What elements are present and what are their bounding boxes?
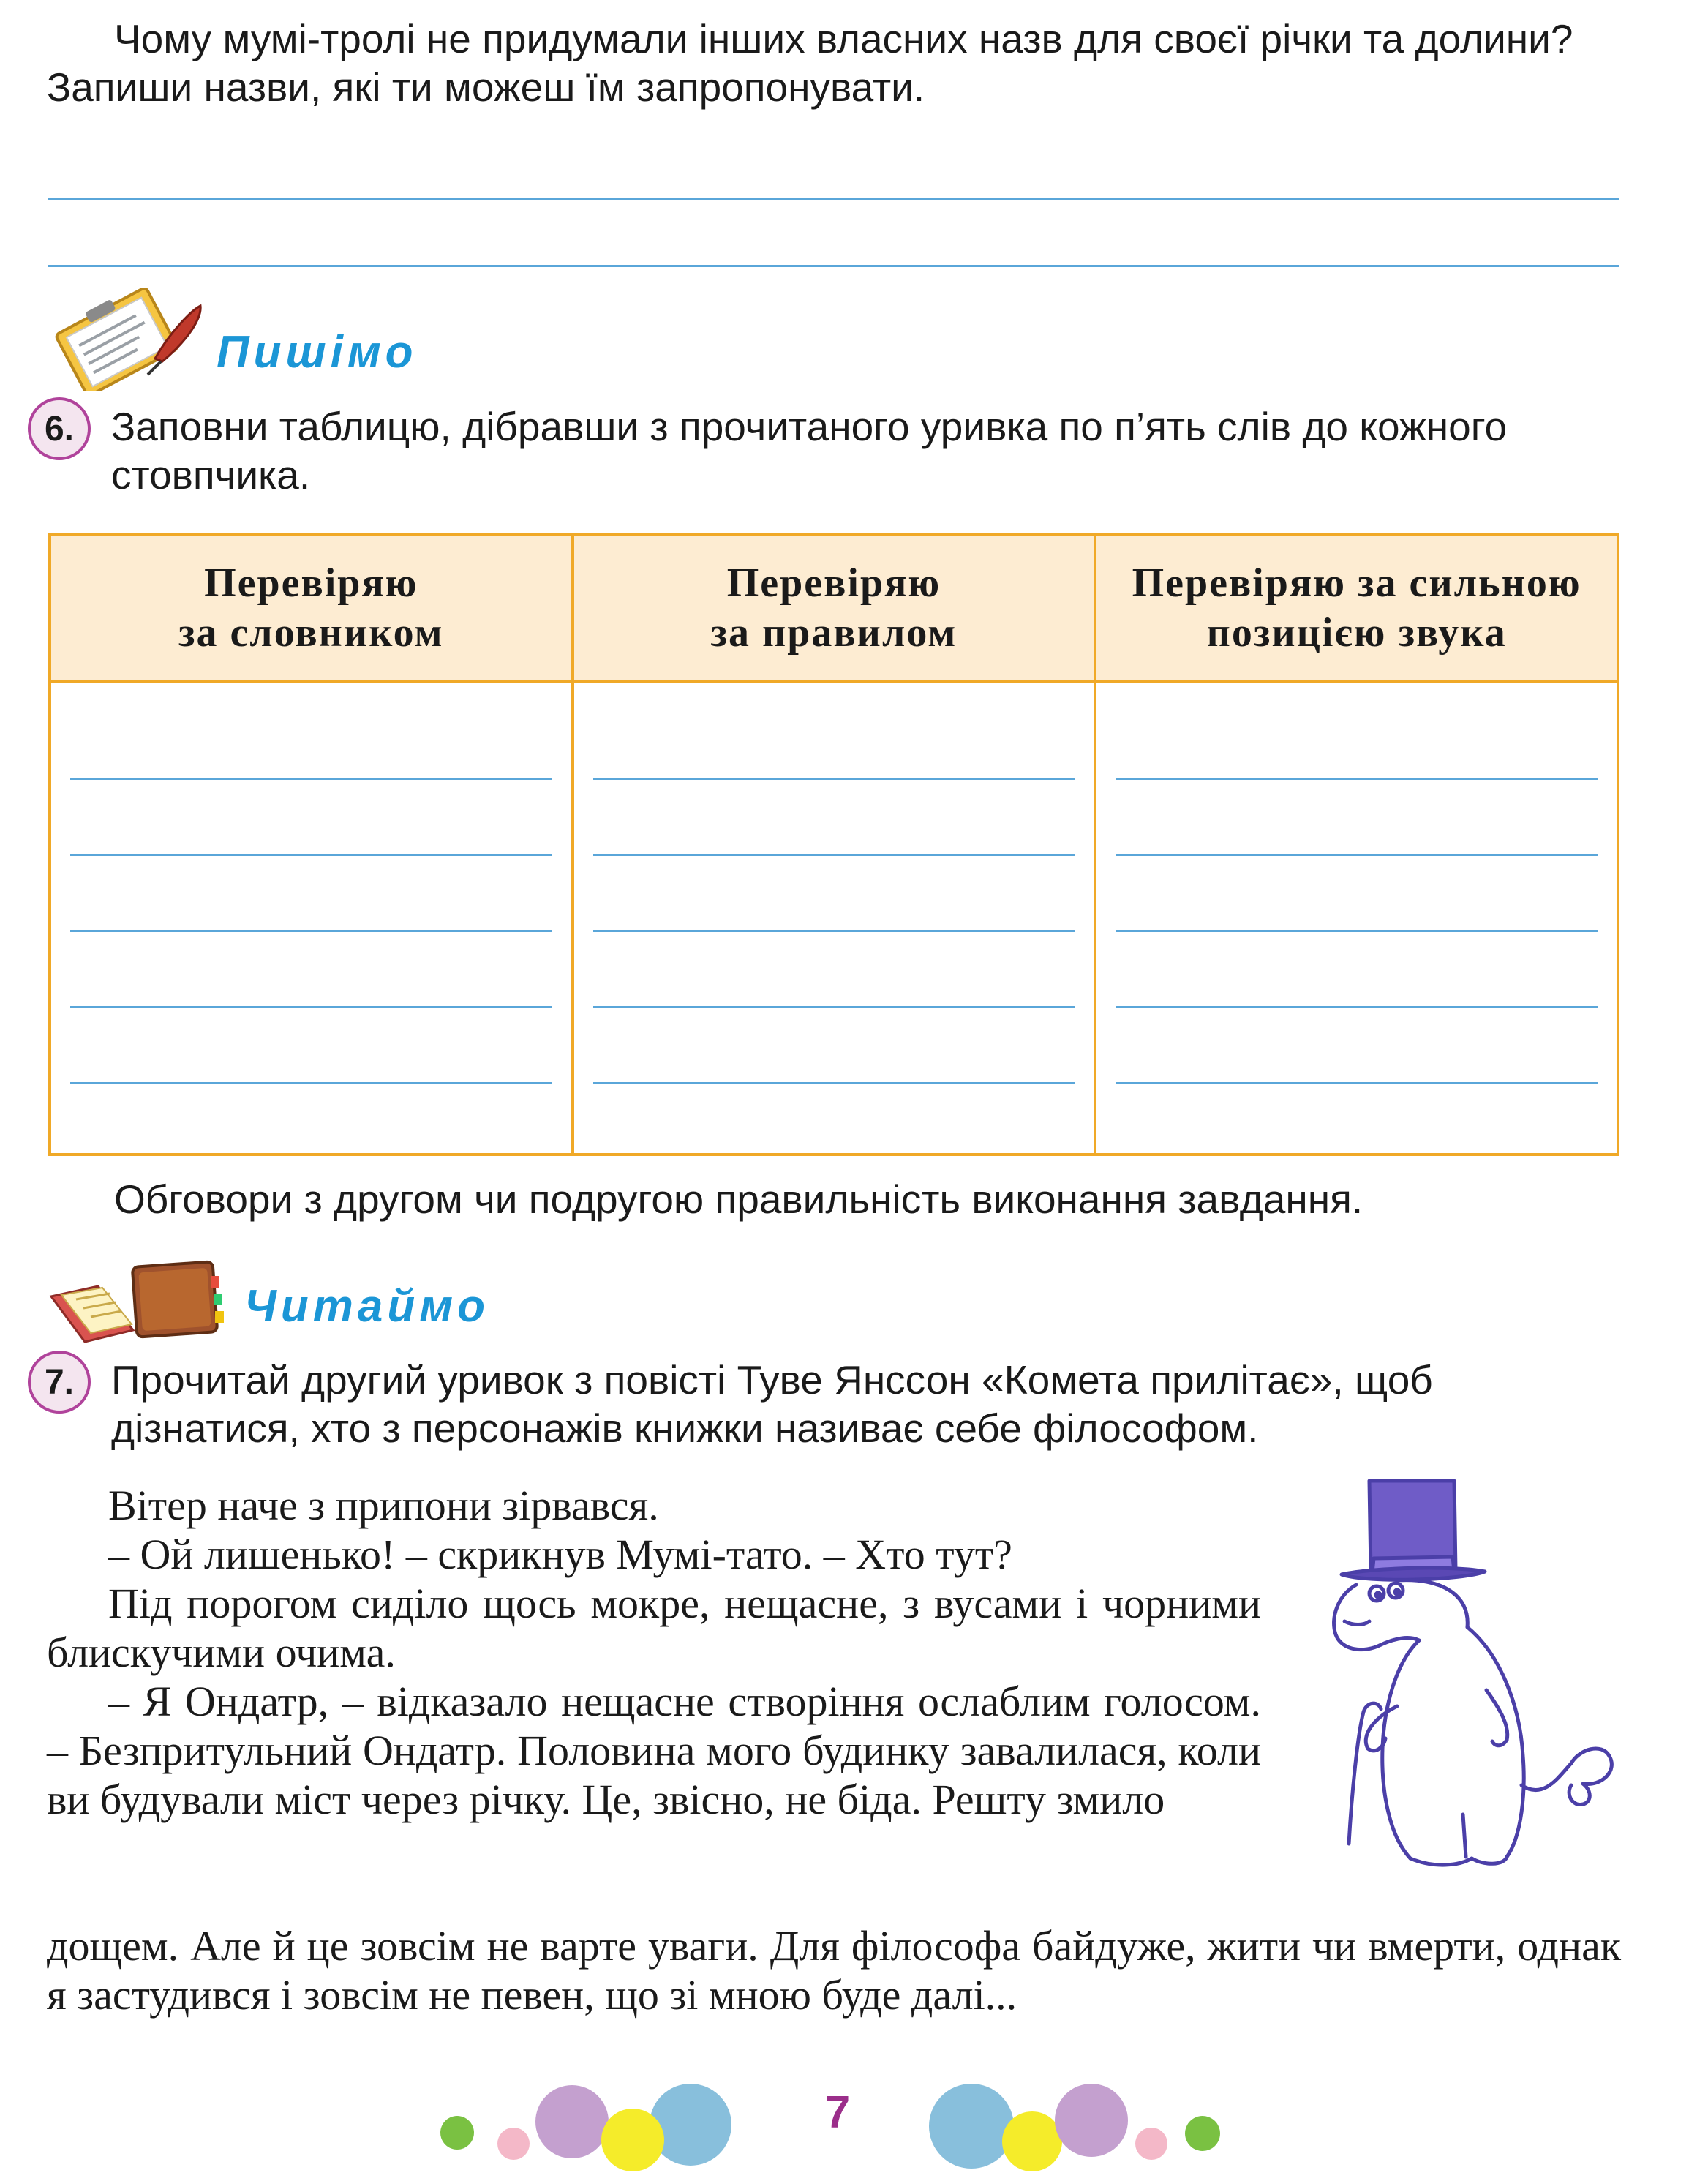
word-table <box>48 533 1619 1156</box>
story-paragraph: – Ой лишенько! – скрикнув Мумі-тато. – Хто тут? <box>108 1531 1012 1578</box>
decor-dot <box>1002 2111 1062 2171</box>
answer-cell <box>573 681 1096 1155</box>
answer-line[interactable] <box>1116 1006 1598 1008</box>
intro-question: Чому мумі-тролі не придумали інших власних назв для своєї річки та долини? Запиши назви, які ти можеш їм запропонувати. <box>47 16 1573 110</box>
clipboard-quill-icon <box>45 288 206 391</box>
decor-dot <box>1055 2084 1128 2157</box>
answer-line[interactable] <box>1116 1082 1598 1084</box>
answer-line[interactable] <box>70 930 552 932</box>
answer-line[interactable] <box>593 1006 1075 1008</box>
decor-dot <box>440 2116 474 2150</box>
decor-dot <box>650 2084 731 2166</box>
task-number-badge: 7. <box>28 1351 91 1414</box>
column-header <box>573 535 1096 681</box>
story-paragraph: Вітер наче з припони зірвався. <box>108 1482 659 1529</box>
task-number-badge: 6. <box>28 397 91 460</box>
column-header-line: за правилом <box>710 610 958 656</box>
answer-line[interactable] <box>48 265 1619 267</box>
column-header-line: позицією звука <box>1206 610 1507 656</box>
table-header-row <box>50 535 1618 681</box>
answer-line[interactable] <box>48 198 1619 200</box>
column-header-line: Перевіряю <box>204 560 418 606</box>
table-answer-row <box>50 681 1618 1155</box>
answer-cell <box>50 681 573 1155</box>
answer-line[interactable] <box>1116 930 1598 932</box>
column-header <box>50 535 573 681</box>
story-paragraph: – Я Ондатр, – відказало нещасне створіння ослаблим голосом. – Безпритульний Ондатр. Половина мого будинку завалилася, коли ви будували міст через річку. Це, звісно, не біда. Решту змило <box>47 1678 1261 1823</box>
answer-line[interactable] <box>70 1082 552 1084</box>
answer-line[interactable] <box>593 854 1075 856</box>
story-excerpt <box>47 1481 1261 1824</box>
answer-line[interactable] <box>1116 778 1598 780</box>
decor-dot <box>1185 2116 1220 2151</box>
answer-line[interactable] <box>593 930 1075 932</box>
answer-line[interactable] <box>1116 854 1598 856</box>
answer-line[interactable] <box>70 778 552 780</box>
decor-dot <box>1135 2128 1167 2160</box>
answer-line[interactable] <box>593 1082 1075 1084</box>
story-paragraph: дощем. Але й це зовсім не варте уваги. Для філософа байдуже, жити чи вмерти, однак я застудився і зовсім не певен, що зі мною буде далі... <box>47 1922 1621 2019</box>
decor-dot <box>535 2085 609 2158</box>
story-paragraph: Під порогом сиділо щось мокре, нещасне, з вусами і чорними блискучими очима. <box>47 1580 1261 1676</box>
column-header-line: Перевіряю <box>726 560 941 606</box>
section-title-writing: Пишімо <box>217 327 418 378</box>
answer-line[interactable] <box>70 854 552 856</box>
books-icon <box>47 1254 230 1349</box>
column-header-line: за словником <box>178 610 444 656</box>
page-number: 7 <box>824 2087 851 2138</box>
decor-dot <box>497 2128 530 2160</box>
answer-line[interactable] <box>70 1006 552 1008</box>
story-excerpt-continued <box>47 1921 1621 2019</box>
task-7-text: Прочитай другий уривок з повісті Туве Янссон «Комета прилітає», щоб дізнатися, хто з персонажів книжки називає себе філософом. <box>111 1357 1433 1451</box>
moomin-papa-illustration <box>1287 1471 1624 1880</box>
discussion-note: Обговори з другом чи подругою правильність виконання завдання. <box>114 1176 1363 1222</box>
task-6-text: Заповни таблицю, дібравши з прочитаного уривка по п’ять слів до кожного стовпчика. <box>111 404 1508 498</box>
column-header <box>1095 535 1618 681</box>
column-header-line: Перевіряю за сильною <box>1132 560 1581 606</box>
answer-line[interactable] <box>593 778 1075 780</box>
answer-cell <box>1095 681 1618 1155</box>
decor-dot <box>601 2109 664 2171</box>
decor-dot <box>929 2084 1014 2169</box>
section-title-reading: Читаймо <box>244 1281 489 1332</box>
